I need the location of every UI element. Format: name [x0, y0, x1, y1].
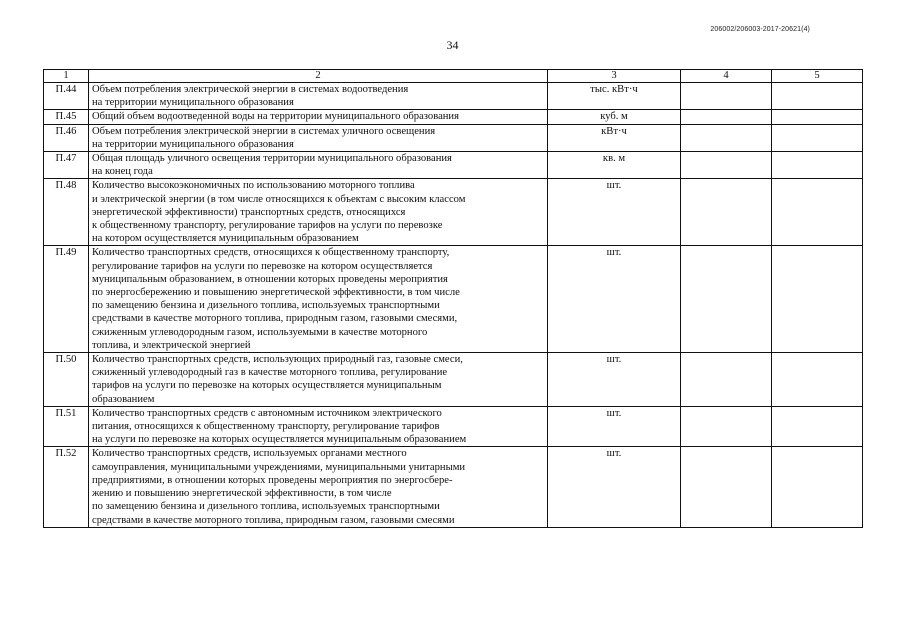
value-cell — [772, 353, 863, 407]
value-cell — [681, 83, 772, 110]
value-cell — [681, 353, 772, 407]
row-description: Общая площадь уличного освещения территории муниципального образования на конец года — [89, 152, 548, 179]
row-description: Количество транспортных средств, использующих природный газ, газовые смеси, сжиженный углеводородный газ в качестве моторного топлива, регулирование тарифов на услуги по перевозке на которых осуществляется муниципальным образованием — [89, 353, 548, 407]
indicators-table — [43, 69, 863, 528]
value-cell — [681, 246, 772, 353]
row-code: П.52 — [44, 447, 89, 527]
row-unit: куб. м — [548, 110, 681, 124]
row-code: П.45 — [44, 110, 89, 124]
table-row — [44, 246, 863, 353]
value-cell — [681, 110, 772, 124]
column-header: 4 — [681, 70, 772, 83]
row-description: Количество транспортных средств с автономным источником электрического питания, относящихся к общественному транспорту, регулирование тарифов на услуги по перевозке на которых осуществляется муниципальным образованием — [89, 406, 548, 447]
value-cell — [772, 179, 863, 246]
row-code: П.44 — [44, 83, 89, 110]
row-code: П.50 — [44, 353, 89, 407]
row-code: П.47 — [44, 152, 89, 179]
table-row — [44, 353, 863, 407]
value-cell — [772, 152, 863, 179]
table-row — [44, 124, 863, 151]
table-row — [44, 110, 863, 124]
value-cell — [772, 110, 863, 124]
document-id: 206002/206003-2017-20621(4) — [710, 26, 810, 33]
value-cell — [681, 406, 772, 447]
row-unit: шт. — [548, 246, 681, 353]
value-cell — [681, 152, 772, 179]
value-cell — [681, 447, 772, 527]
row-description: Количество высокоэкономичных по использованию моторного топлива и электрической энергии (в том числе относящихся к объектам с высоким классом энергетической эффективности) транспортных средств, относящихся к общественному транспорту, регулирование тарифов на услуги по перевозке на котором осуществляется муниципальным образованием — [89, 179, 548, 246]
row-unit: шт. — [548, 406, 681, 447]
value-cell — [772, 447, 863, 527]
row-description: Количество транспортных средств, относящихся к общественному транспорту, регулирование тарифов на услуги по перевозке на котором осуществляется муниципальным образованием, в отношении которых проведены мероприятия по энергосбережению и повышению энергетической эффективности, в том числе по замещению бензина и дизельного топлива, используемых транспортными средствами в качестве моторного топлива, природным газом, газовыми смесями, сжиженным углеводородным газом, используемыми в качестве моторного топлива, и электрической энергией — [89, 246, 548, 353]
row-unit: шт. — [548, 447, 681, 527]
row-unit: тыс. кВт·ч — [548, 83, 681, 110]
row-unit: кв. м — [548, 152, 681, 179]
table-row — [44, 447, 863, 527]
table-row — [44, 179, 863, 246]
column-header: 2 — [89, 70, 548, 83]
row-code: П.48 — [44, 179, 89, 246]
row-code: П.51 — [44, 406, 89, 447]
row-description: Объем потребления электрической энергии в системах уличного освещения на территории муниципального образования — [89, 124, 548, 151]
value-cell — [772, 83, 863, 110]
page-number: 34 — [446, 38, 459, 52]
row-description: Общий объем водоотведенной воды на территории муниципального образования — [89, 110, 548, 124]
value-cell — [681, 124, 772, 151]
row-unit: шт. — [548, 179, 681, 246]
row-code: П.49 — [44, 246, 89, 353]
column-header: 1 — [44, 70, 89, 83]
row-unit: кВт·ч — [548, 124, 681, 151]
value-cell — [681, 179, 772, 246]
value-cell — [772, 406, 863, 447]
table-row — [44, 406, 863, 447]
table-row — [44, 152, 863, 179]
table-row — [44, 83, 863, 110]
value-cell — [772, 246, 863, 353]
row-unit: шт. — [548, 353, 681, 407]
column-header: 5 — [772, 70, 863, 83]
column-header: 3 — [548, 70, 681, 83]
row-description: Количество транспортных средств, используемых органами местного самоуправления, муниципальными учреждениями, муниципальными унитарными предприятиями, в отношении которых проведены мероприятия по энергосбере- жению и повышению энергетической эффективности, в том числе по замещению бензина и дизельного топлива, используемых транспортными средствами в качестве моторного топлива, природным газом, газовыми смесями — [89, 447, 548, 527]
row-description: Объем потребления электрической энергии в системах водоотведения на территории муниципального образования — [89, 83, 548, 110]
table-header-row — [44, 70, 863, 83]
row-code: П.46 — [44, 124, 89, 151]
value-cell — [772, 124, 863, 151]
